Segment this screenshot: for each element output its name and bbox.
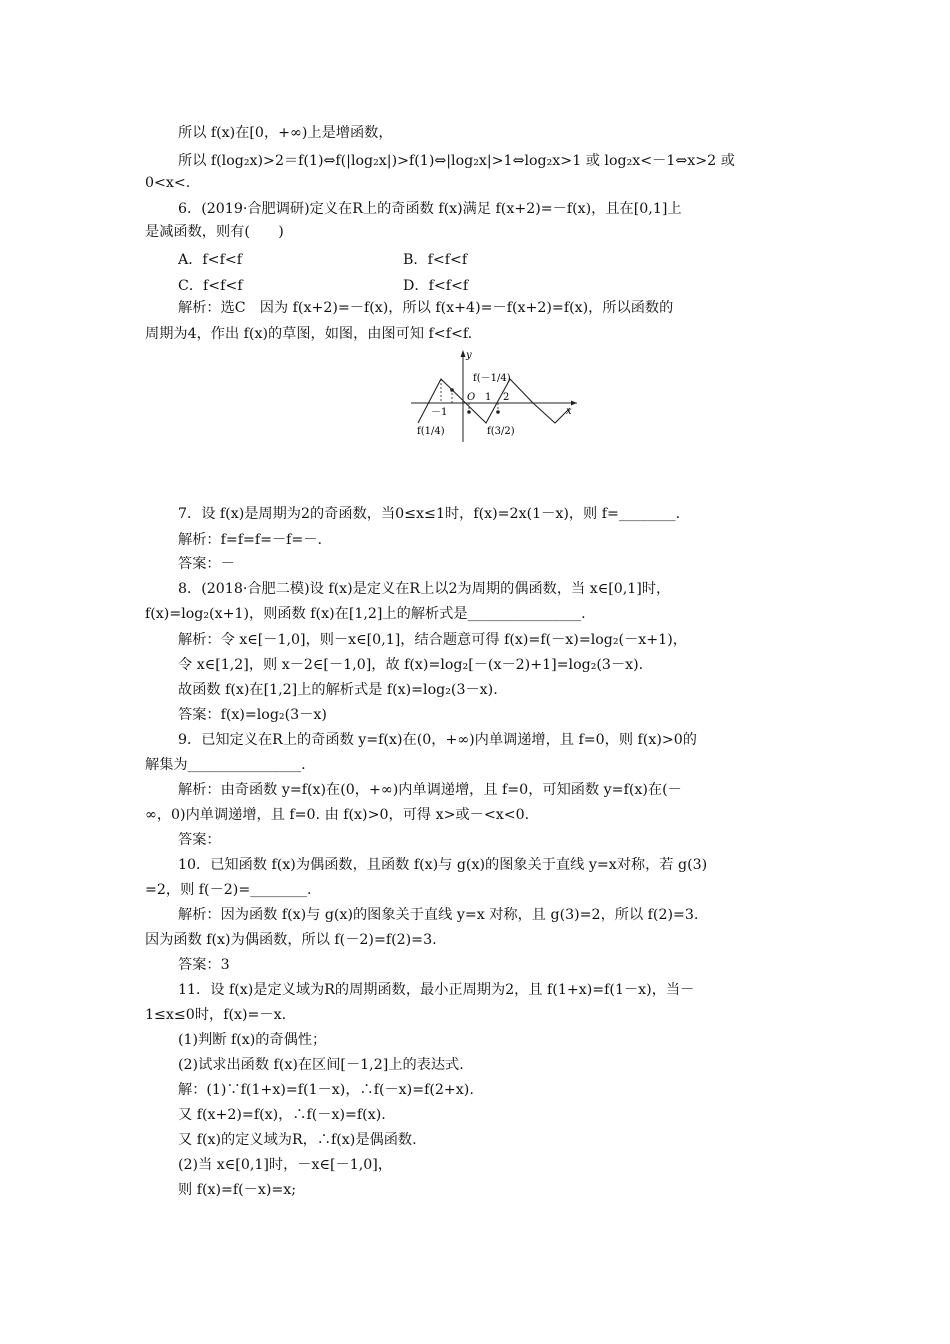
question-11: 11．设 f(x)是定义域为R的周期函数，最小正周期为2，且 f(1+x)=f(1－x)，当－: [178, 982, 695, 998]
label-f-neg-quarter: f(－1/4): [473, 373, 511, 384]
label-f-three-halves: f(3/2): [487, 426, 515, 437]
solution-line: 解：(1)∵f(1+x)=f(1－x)，∴f(－x)=f(2+x).: [178, 1082, 474, 1098]
text-line: 因为函数 f(x)为偶函数，所以 f(－2)=f(2)=3.: [145, 932, 437, 948]
question-10: 10．已知函数 f(x)为偶函数，且函数 f(x)与 g(x)的图象关于直线 y=x对称，若 g(3): [178, 857, 708, 873]
answer-line: 答案：3: [178, 957, 230, 973]
function-sketch-graph: [405, 348, 585, 444]
text-line: (2)试求出函数 f(x)在区间[－1,2]上的表达式.: [178, 1057, 464, 1073]
text-line: 所以 f(log₂x)>2＝f(1)⇔f(|log₂x|)>f(1)⇔|log₂x|>1⇔log₂x>1 或 log₂x<－1⇔x>2 或: [178, 153, 735, 169]
answer-line: 答案：f(x)=log₂(3－x): [178, 707, 327, 723]
tick-label-2: 2: [503, 392, 510, 403]
text-line: 解集为________________.: [145, 757, 306, 773]
text-line: 令 x∈[1,2]，则 x－2∈[－1,0]，故 f(x)=log₂[－(x－2)+1]=log₂(3－x).: [178, 657, 644, 673]
text-line: (2)当 x∈[0,1]时，－x∈[－1,0]，: [178, 1157, 393, 1173]
text-line: f(x)=log₂(x+1)，则函数 f(x)在[1,2]上的解析式是________________.: [145, 606, 586, 622]
solution-line: 解析：令 x∈[－1,0]，则－x∈[0,1]，结合题意可得 f(x)=f(－x)=log₂(－x+1)，: [178, 632, 687, 648]
solution-line: 解析：由奇函数 y=f(x)在(0，+∞)内单调递增，且 f=0，可知函数 y=f(x)在(－: [178, 782, 682, 798]
text-line: 周期为4，作出 f(x)的草图，如图，由图可知 f<f<f.: [145, 326, 473, 342]
origin-label: O: [467, 392, 476, 403]
tick-label-neg1: －1: [431, 407, 448, 418]
label-f-quarter: f(1/4): [417, 426, 445, 437]
point-f-neg-quarter: [450, 388, 454, 392]
question-7: 7．设 f(x)是周期为2的奇函数，当0≤x≤1时，f(x)=2x(1－x)，则 f=________.: [178, 506, 681, 522]
x-axis-arrow: [571, 401, 577, 406]
text-line: 故函数 f(x)在[1,2]上的解析式是 f(x)=log₂(3－x).: [178, 682, 498, 698]
answer-line: 答案：－: [178, 556, 235, 572]
text-line: =2，则 f(－2)=________.: [145, 882, 312, 898]
option-b: B．f<f<f: [403, 252, 468, 268]
solution-line: 解析：因为函数 f(x)与 g(x)的图象关于直线 y=x 对称，且 g(3)=2，所以 f(2)=3.: [178, 907, 699, 923]
option-c: C．f<f<f: [178, 278, 243, 294]
text-line: 所以 f(x)在[0，+∞)上是增函数，: [178, 125, 393, 141]
tick-label-1: 1: [485, 392, 492, 403]
question-8: 8．(2018·合肥二模)设 f(x)是定义在R上以2为周期的偶函数，当 x∈[0,1]时，: [178, 581, 671, 597]
text-line: 0<x<.: [145, 175, 191, 191]
y-axis-label: y: [466, 350, 472, 361]
y-axis-arrow: [461, 350, 466, 357]
solution-line: 解析：选C 因为 f(x+2)=－f(x)，所以 f(x+4)=－f(x+2)=f(x)，所以函数的: [178, 300, 674, 316]
text-line: 又 f(x)的定义域为R，∴f(x)是偶函数.: [178, 1132, 417, 1148]
text-line: 又 f(x+2)=f(x)，∴f(－x)=f(x).: [178, 1107, 386, 1123]
text-line: 是减函数，则有( ): [145, 224, 284, 240]
x-axis-label: x: [566, 406, 572, 417]
text-line: 则 f(x)=f(－x)=x;: [178, 1182, 297, 1198]
point-f-quarter: [467, 410, 471, 414]
point-f-three-halves: [496, 410, 500, 414]
question-9: 9．已知定义在R上的奇函数 y=f(x)在(0，+∞)内单调递增，且 f=0，则 f(x)>0的: [178, 732, 697, 748]
option-d: D．f<f<f: [403, 278, 469, 294]
option-a: A．f<f<f: [178, 252, 242, 268]
text-line: 1≤x≤0时，f(x)=－x.: [145, 1007, 287, 1023]
text-line: ∞，0)内单调递增，且 f=0. 由 f(x)>0，可得 x>或－<x<0.: [145, 807, 530, 823]
question-6: 6．(2019·合肥调研)定义在R上的奇函数 f(x)满足 f(x+2)=－f(x)，且在[0,1]上: [178, 201, 682, 217]
answer-line: 答案：: [178, 832, 221, 848]
solution-line: 解析：f=f=f=－f=－.: [178, 532, 323, 548]
text-line: (1)判断 f(x)的奇偶性；: [178, 1032, 327, 1048]
